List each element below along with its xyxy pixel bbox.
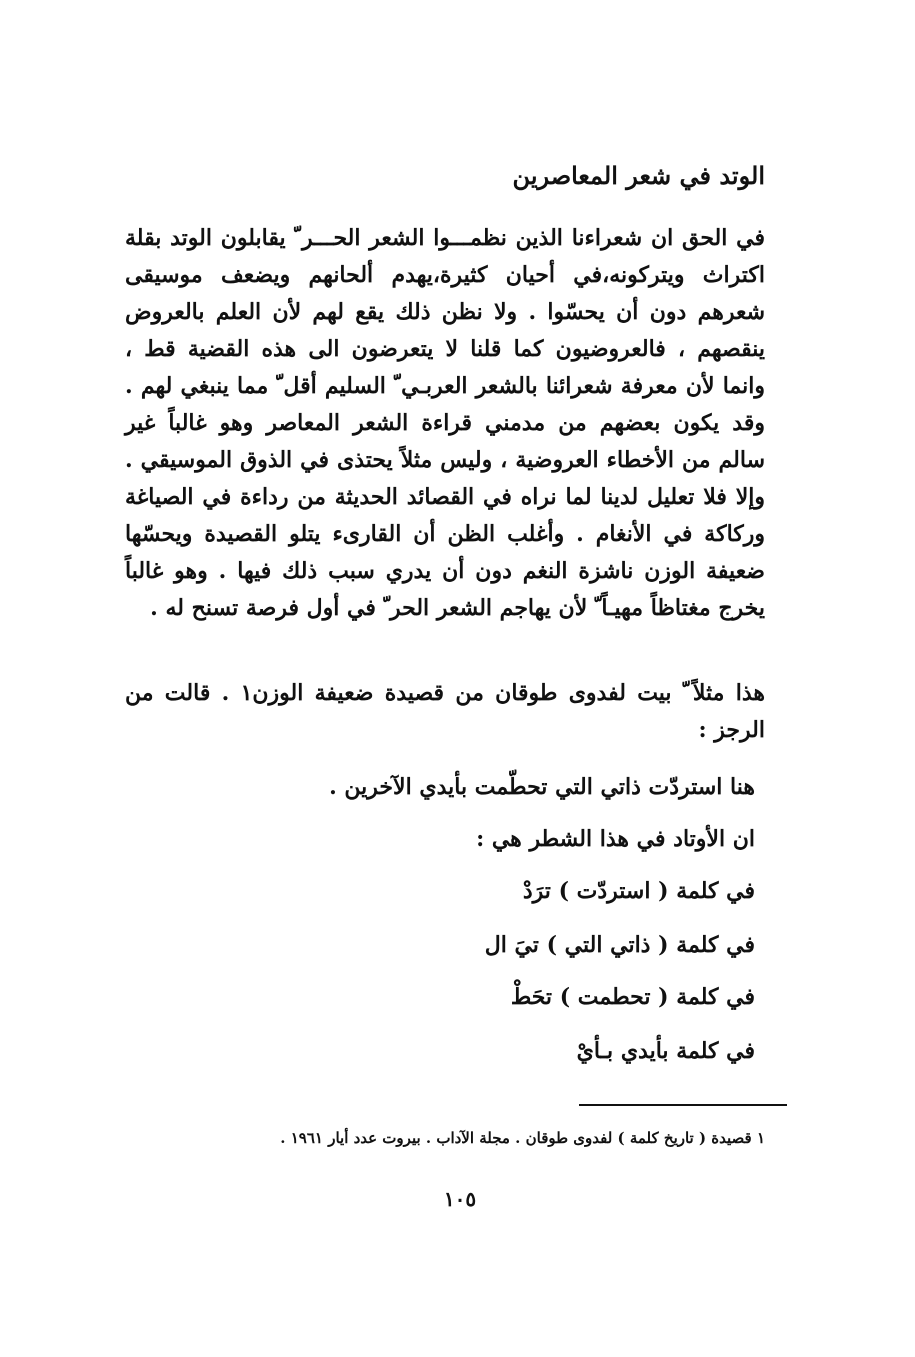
watad-list-item (432, 980, 755, 1014)
body-paragraph-1: في الحق ان شعراءنا الذين نظمـــوا الشعر الحـــر ّ يقابلون الوتد بقلة اكتراث ويتركونه،في أحيان كثيرة،يهدم ألحانهم ويضعف موسيقى شعرهم دون أن يحسّوا . ولا نظن ذلك يقع لهم لأن العلم بالعروض ينقصهم ، فالعروضيون كما قلنا لا يتعرضون الى هذه القضية قط ، وانما لأن معرفة شعرائنا بالشعر العربـي ّ السليم أقل ّ مما ينبغي لهم . وقد يكون بعضهم من مدمني قراءة الشعر المعاصر وهو غالباً غير سالم من الأخطاء العروضية ، وليس مثلاً يحتذى في الذوق الموسيقي . وإلا فلا تعليل لدينا لما نراه في القصائد الحديثة من رداءة في الصياغة وركاكة في الأنغام . وأغلب الظن أن القارىء يتلو القصيدة ويحسّها ضعيفة الوزن ناشزة النغم دون أن يدري سبب ذلك فيها . وهو غالباً يخرج مغتاظاً مهيـاً ّ لأن يهاجم الشعر الحر ّ في أول فرصة تسنح له . (125, 225, 765, 621)
footnote-divider (579, 1104, 787, 1106)
watad-segment: بـأيْ (576, 1038, 614, 1064)
body-paragraph-2: هذا مثلاً ّ بيت لفدوى طوقان من قصيدة ضعيفة الوزن١ . قالت من الرجز : (125, 680, 765, 743)
watad-list-item (493, 1034, 755, 1068)
watad-list-item (431, 874, 755, 908)
quoted-verse: هنا استردّت ذاتي التي تحطّمت بأيدي الآخرين . (329, 774, 755, 800)
section-heading: الوتد في شعر المعاصرين (512, 161, 765, 190)
watad-source-word: في كلمة بأيدي (620, 1038, 755, 1064)
footnote: ١ قصيدة ( تاريخ كلمة ) لفدوى طوقان . مجلة الآداب . بيروت عدد أيار ١٩٦١ . (280, 1129, 765, 1147)
watad-list-item (419, 928, 755, 962)
watad-source-word: في كلمة ( تحطمت ) (559, 984, 755, 1010)
watad-segment: تحَطْ (510, 984, 553, 1010)
watad-segment: تيَ ال (484, 932, 539, 958)
watad-segment: ترَدْ (522, 878, 551, 904)
watad-source-word: في كلمة ( ذاتي التي ) (546, 932, 755, 958)
watad-intro-line: ان الأوتاد في هذا الشطر هي : (476, 826, 755, 852)
page-number: ١٠٥ (443, 1187, 477, 1211)
watad-source-word: في كلمة ( استردّت ) (558, 878, 755, 904)
